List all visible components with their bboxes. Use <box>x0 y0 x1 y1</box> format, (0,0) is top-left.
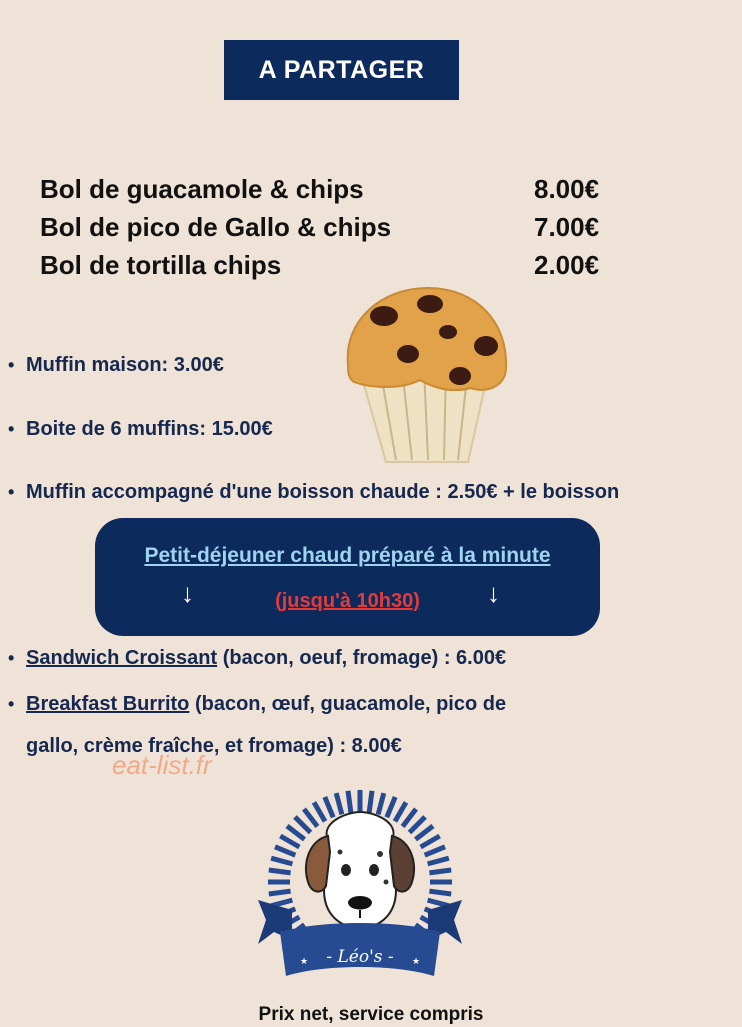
bullet-icon: • <box>8 694 15 714</box>
list-item <box>8 418 273 441</box>
menu-item-name: Bol de pico de Gallo & chips <box>40 212 392 242</box>
menu-item-price: 8.00€ <box>534 174 600 204</box>
list-item-text: Muffin maison: 3.00€ <box>26 354 224 376</box>
dalmatian-dog-logo-icon <box>250 782 470 994</box>
breakfast-banner-hours: (jusqu'à 10h30) <box>275 590 420 612</box>
bullet-icon: • <box>8 482 15 502</box>
logo-ray <box>295 817 311 833</box>
menu-item-name: Bol de guacamole & chips <box>40 174 364 204</box>
menu-item-price: 7.00€ <box>534 212 600 242</box>
bullet-icon: • <box>8 648 15 668</box>
logo-ray <box>395 802 406 821</box>
logo-ray <box>403 809 416 826</box>
logo-ray <box>275 847 295 855</box>
list-item-details: (bacon, œuf, guacamole, pico de <box>189 693 507 715</box>
logo-ray <box>269 891 291 894</box>
svg-text:★: ★ <box>300 957 309 967</box>
logo-ray <box>287 826 304 839</box>
logo-ray <box>325 797 333 817</box>
list-item-details: (bacon, oeuf, fromage) : 6.00€ <box>217 647 507 669</box>
list-item-name: Breakfast Burrito <box>26 693 190 715</box>
menu-item-price: 2.00€ <box>534 250 600 280</box>
logo-ray <box>314 802 325 821</box>
list-item <box>8 638 506 679</box>
logo-ray <box>378 793 384 814</box>
logo-ray <box>348 791 351 813</box>
logo-ray <box>409 817 425 833</box>
menu-item-row <box>40 212 640 250</box>
logo-ray <box>336 793 342 814</box>
menu-item-name: Bol de tortilla chips <box>40 250 282 280</box>
logo-ray <box>416 826 433 839</box>
svg-text:★: ★ <box>412 957 421 967</box>
breakfast-banner <box>95 518 600 636</box>
watermark: eat-list.fr <box>112 750 212 780</box>
list-item-continuation: gallo, crème fraîche, et fromage) : 8.00€ <box>26 735 402 757</box>
logo-ray <box>421 836 440 847</box>
menu-item-row <box>40 174 640 212</box>
breakfast-banner-title: Petit-déjeuner chaud préparé à la minute <box>144 544 551 567</box>
list-item-text: Muffin accompagné d'une boisson chaude : 2.50€ + le boisson <box>26 481 620 503</box>
logo-ray <box>429 870 451 873</box>
arrow-down-icon: ↓ <box>487 578 500 608</box>
logo-ray <box>269 870 291 873</box>
logo-ray <box>369 791 372 813</box>
list-item-text: Boite de 6 muffins: 15.00€ <box>26 418 273 440</box>
logo-ray <box>387 797 395 817</box>
section-title: A PARTAGER <box>224 40 459 100</box>
logo-ray <box>304 809 317 826</box>
footer-note: Prix net, service compris <box>258 1004 484 1025</box>
bullet-icon: • <box>8 355 15 375</box>
muffin-icon <box>340 282 515 467</box>
logo-text: - Léo's - <box>326 947 394 967</box>
logo-ray <box>425 847 445 855</box>
logo-ray <box>280 836 299 847</box>
logo-ray <box>271 858 292 864</box>
logo-ray <box>429 891 451 894</box>
list-item <box>8 684 506 725</box>
list-item <box>8 481 619 504</box>
list-item-name: Sandwich Croissant <box>26 647 218 669</box>
arrow-down-icon: ↓ <box>181 578 194 608</box>
list-item <box>8 354 224 377</box>
logo-ray <box>428 858 449 864</box>
bullet-icon: • <box>8 419 15 439</box>
